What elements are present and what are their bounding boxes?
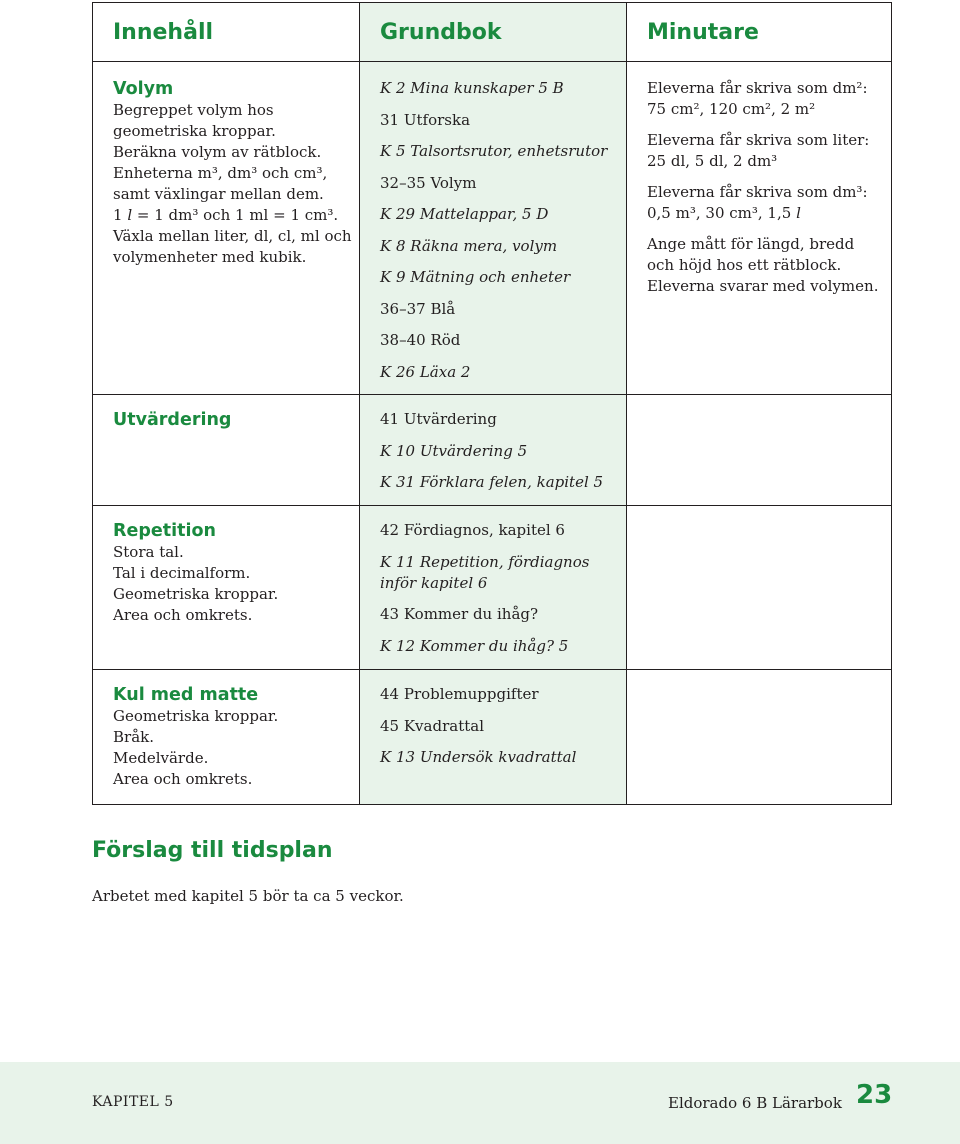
planning-table xyxy=(92,2,892,805)
content-line: Geometriska kroppar. xyxy=(113,585,279,603)
row-title: Repetition xyxy=(113,521,216,541)
grundbok-item: 32–35 Volym xyxy=(380,173,477,192)
page-number: 23 xyxy=(856,1080,893,1110)
grundbok-cell xyxy=(360,670,627,805)
grundbok-item: 36–37 Blå xyxy=(380,299,456,318)
content-line: Stora tal. xyxy=(113,543,184,561)
grundbok-cell xyxy=(360,62,627,395)
content-line: Beräkna volym av rätblock. xyxy=(113,143,322,161)
minutare-item: Eleverna får skriva som liter: 25 dl, 5 dl, 2 dm³ xyxy=(647,131,870,170)
grundbok-item: 38–40 Röd xyxy=(380,331,461,349)
header-innehall: Innehåll xyxy=(93,3,360,62)
header-minutare: Minutare xyxy=(627,3,892,62)
content-line: Medelvärde. xyxy=(113,749,209,767)
minutare-cell xyxy=(627,506,892,670)
table-header-row xyxy=(93,3,892,62)
minutare-item: Ange mått för längd, bredd och höjd hos ett rätblock. Eleverna svarar med volymen. xyxy=(647,235,879,295)
header-grundbok: Grundbok xyxy=(360,3,627,62)
content-line: Enheterna m³, dm³ och cm³, samt växlingar mellan dem. xyxy=(113,164,328,203)
minutare-item: Eleverna får skriva som dm²: 75 cm², 120 cm², 2 m² xyxy=(647,79,868,118)
grundbok-cell xyxy=(360,395,627,506)
content-line: Area och omkrets. xyxy=(113,770,253,788)
content-cell xyxy=(93,395,360,506)
schedule-text: Arbetet med kapitel 5 bör ta ca 5 veckor. xyxy=(92,887,404,905)
grundbok-item: K 2 Mina kunskaper 5 B xyxy=(380,79,564,97)
table-row xyxy=(93,506,892,670)
grundbok-item: 45 Kvadrattal xyxy=(380,716,484,735)
table-row xyxy=(93,670,892,805)
content-line: Begreppet volym hos geometriska kroppar. xyxy=(113,101,276,140)
grundbok-item: 43 Kommer du ihåg? xyxy=(380,605,539,623)
grundbok-item: K 9 Mätning och enheter xyxy=(380,268,571,286)
grundbok-item: K 29 Mattelappar, 5 D xyxy=(380,205,549,223)
grundbok-item: 44 Problemuppgifter xyxy=(380,685,539,703)
grundbok-item: K 10 Utvärdering 5 xyxy=(380,441,528,460)
content-cell xyxy=(93,506,360,670)
grundbok-item: K 5 Talsortsrutor, enhetsrutor xyxy=(380,142,608,160)
grundbok-item: K 31 Förklara felen, kapitel 5 xyxy=(380,473,604,491)
grundbok-cell xyxy=(360,506,627,670)
grundbok-item: 42 Fördiagnos, kapitel 6 xyxy=(380,521,565,539)
row-title: Kul med matte xyxy=(113,685,259,705)
content-line: Bråk. xyxy=(113,728,154,746)
content-cell xyxy=(93,62,360,395)
content-line: Geometriska kroppar. xyxy=(113,707,279,725)
row-title: Utvärdering xyxy=(113,410,232,430)
schedule-title: Förslag till tidsplan xyxy=(92,838,333,863)
minutare-cell xyxy=(627,395,892,506)
content-cell xyxy=(93,670,360,805)
footer-book-title: Eldorado 6 B Lärarbok xyxy=(668,1094,842,1112)
minutare-cell xyxy=(627,670,892,805)
content-line: Area och omkrets. xyxy=(113,606,253,624)
table-row xyxy=(93,395,892,506)
grundbok-item: 41 Utvärdering xyxy=(380,410,497,428)
grundbok-item: K 11 Repetition, fördiagnos inför kapitel 6 xyxy=(380,552,590,592)
minutare-cell xyxy=(627,62,892,395)
grundbok-item: K 12 Kommer du ihåg? 5 xyxy=(380,636,569,655)
content-line: Växla mellan liter, dl, cl, ml och volymenheter med kubik. xyxy=(113,227,352,266)
footer-chapter: KAPITEL 5 xyxy=(92,1094,174,1110)
grundbok-item: K 13 Undersök kvadrattal xyxy=(380,748,577,766)
content-line: 1 l = 1 dm³ och 1 ml = 1 cm³. xyxy=(113,206,339,224)
content-line: Tal i decimalform. xyxy=(113,564,251,582)
table-row xyxy=(93,62,892,395)
row-title: Volym xyxy=(113,79,174,99)
grundbok-item: K 26 Läxa 2 xyxy=(380,362,471,381)
minutare-item: Eleverna får skriva som dm³: 0,5 m³, 30 cm³, 1,5 l xyxy=(647,183,868,222)
grundbok-item: K 8 Räkna mera, volym xyxy=(380,236,558,255)
grundbok-item: 31 Utforska xyxy=(380,110,471,129)
